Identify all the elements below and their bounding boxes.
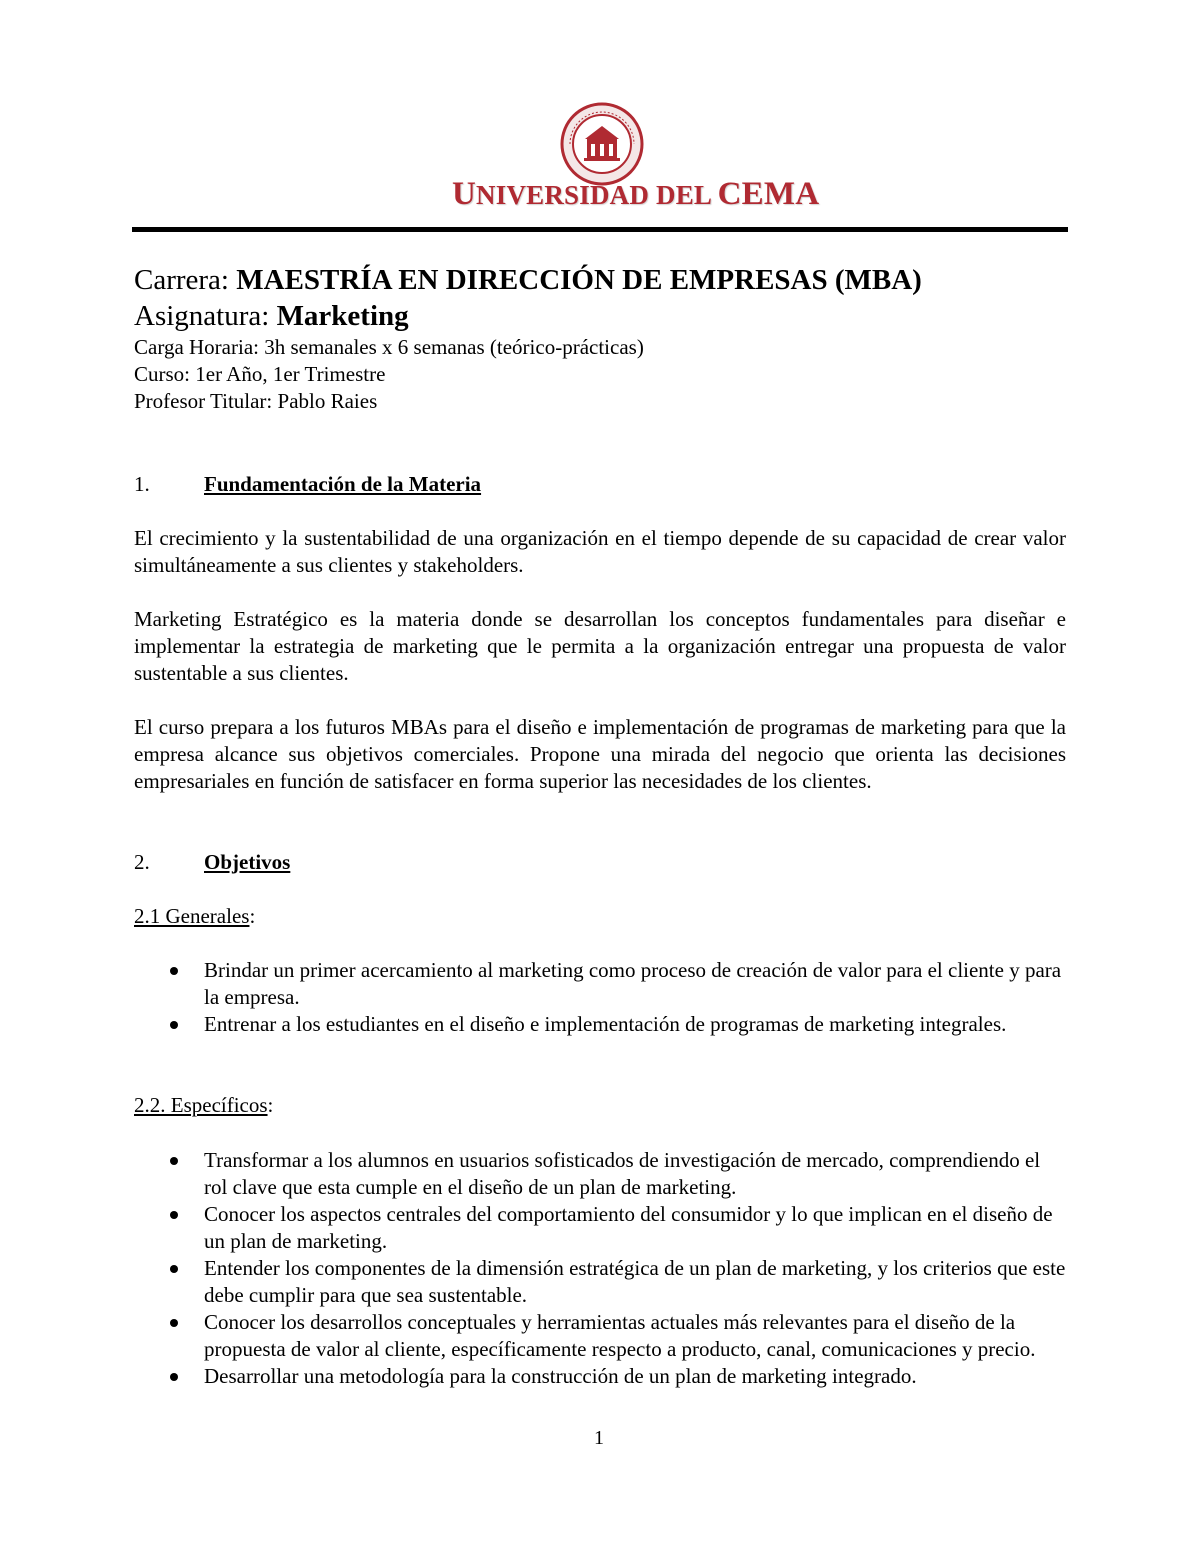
list-item: Brindar un primer acercamiento al marketing como proceso de creación de valor para el cliente y para la empresa. — [134, 957, 1066, 1011]
section-1-paragraph: El crecimiento y la sustentabilidad de una organización en el tiempo depende de su capacidad de crear valor simultáneamente a sus clientes y stakeholders. — [134, 526, 1066, 577]
list-item: Entrenar a los estudiantes en el diseño e implementación de programas de marketing integrales. — [134, 1011, 1066, 1038]
section-1-paragraph: El curso prepara a los futuros MBAs para el diseño e implementación de programas de marketing para que la empresa alcance sus objetivos comerciales. Propone una mirada del negocio que orienta las decisiones empresariales en función de satisfacer en forma superior las necesidades de los clientes. — [134, 715, 1066, 793]
carrera-line: Carrera: MAESTRÍA EN DIRECCIÓN DE EMPRESAS (MBA) — [134, 264, 922, 296]
list-item: Entender los componentes de la dimensión estratégica de un plan de marketing, y los criterios que este debe cumplir para que sea sustentable. — [134, 1255, 1066, 1309]
list-item: Desarrollar una metodología para la construcción de un plan de marketing integrado. — [134, 1363, 1066, 1390]
section-2-heading: 2. Objetivos — [134, 850, 291, 874]
bullet-icon — [170, 1157, 178, 1165]
list-item: Conocer los desarrollos conceptuales y herramientas actuales más relevantes para el diseño de la propuesta de valor al cliente, específicamente respecto a producto, canal, comunicaciones y precio. — [134, 1309, 1066, 1363]
bullet-icon — [170, 1319, 178, 1327]
section-1-heading: 1. Fundamentación de la Materia — [134, 472, 482, 496]
generales-list — [134, 957, 1066, 1038]
asignatura-line: Asignatura: Marketing — [134, 300, 409, 332]
bullet-icon — [170, 1265, 178, 1273]
page-number: 1 — [594, 1427, 604, 1449]
especificos-list — [134, 1147, 1066, 1390]
list-item: Transformar a los alumnos en usuarios sofisticados de investigación de mercado, comprendiendo el rol clave que esta cumple en el diseño de un plan de marketing. — [134, 1147, 1066, 1201]
university-wordmark: UNIVERSIDAD DEL CEMA — [452, 176, 820, 212]
bullet-icon — [170, 967, 178, 975]
especificos-subheading: 2.2. Específicos: — [134, 1093, 274, 1117]
profesor-titular: Profesor Titular: Pablo Raies — [134, 389, 378, 413]
section-1-paragraph: Marketing Estratégico es la materia donde se desarrollan los conceptos fundamentales para diseñar e implementar la estrategia de marketing que le permita a la organización entregar una propuesta de valor sustentable a sus clientes. — [134, 607, 1066, 685]
bullet-icon — [170, 1021, 178, 1029]
header-divider — [132, 227, 1068, 232]
carga-horaria: Carga Horaria: 3h semanales x 6 semanas (teórico-prácticas) — [134, 335, 644, 359]
curso: Curso: 1er Año, 1er Trimestre — [134, 362, 386, 386]
generales-subheading: 2.1 Generales: — [134, 904, 256, 928]
university-seal-logo — [560, 102, 644, 186]
bullet-icon — [170, 1211, 178, 1219]
list-item: Conocer los aspectos centrales del comportamiento del consumidor y lo que implican en el diseño de un plan de marketing. — [134, 1201, 1066, 1255]
bullet-icon — [170, 1373, 178, 1381]
